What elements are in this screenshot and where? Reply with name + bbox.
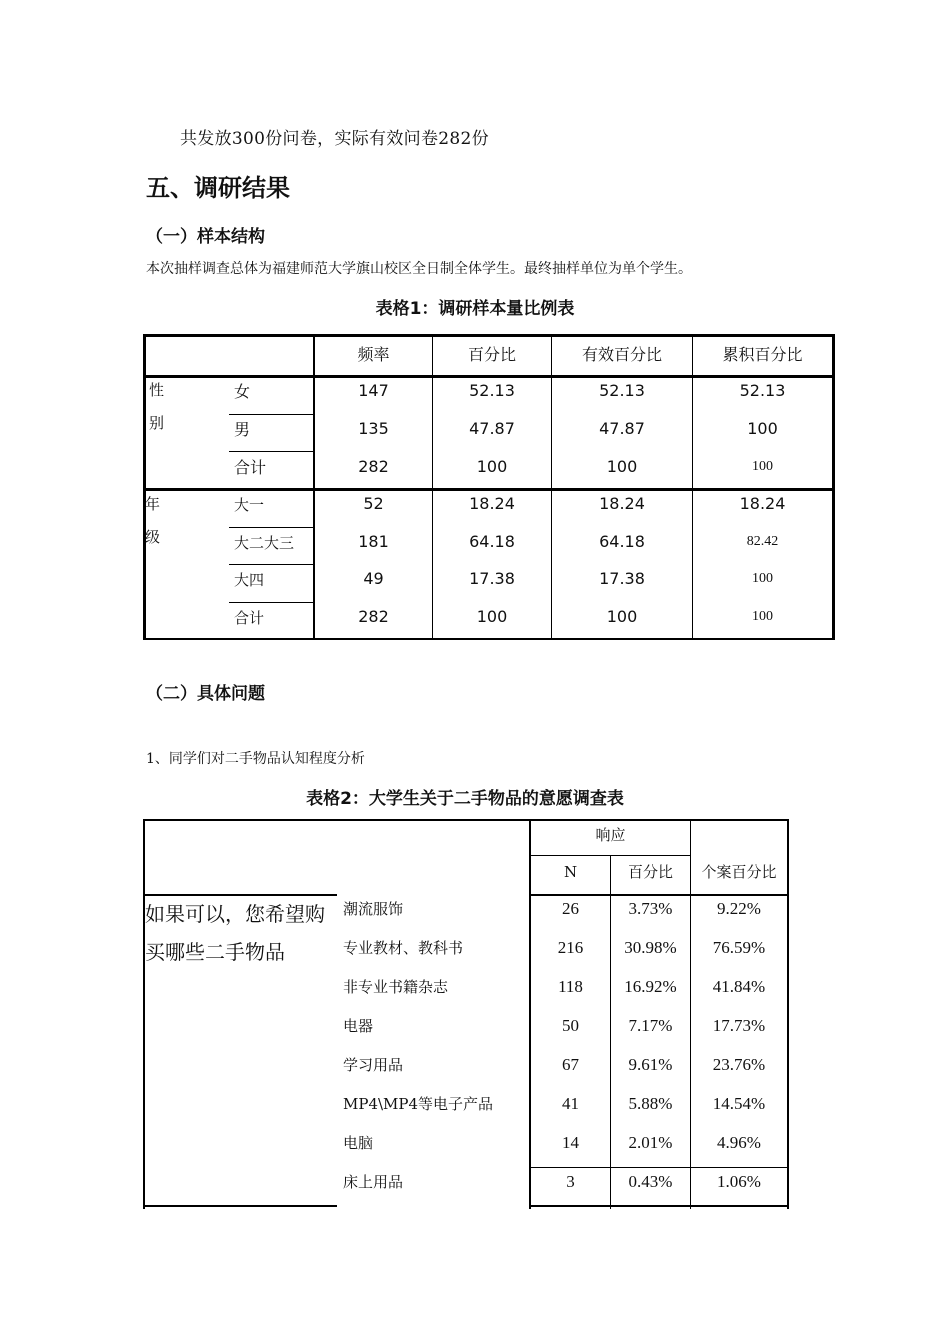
cell-percent: 100 bbox=[476, 607, 508, 626]
cell-case-percent: 1.06% bbox=[717, 1172, 761, 1191]
cell-percent: 3.73% bbox=[628, 899, 673, 918]
cell-cumulative-percent: 82.42 bbox=[746, 534, 779, 549]
row-label: 合计 bbox=[234, 458, 267, 477]
table-divider bbox=[692, 334, 693, 640]
cell-valid-percent: 17.38 bbox=[599, 569, 645, 588]
purchase-intention-table bbox=[143, 819, 789, 1209]
cell-n: 14 bbox=[562, 1133, 579, 1152]
row-label: 合计 bbox=[234, 609, 265, 627]
section-2-subtitle: 1、同学们对二手物品认知程度分析 bbox=[146, 751, 365, 767]
table-2-caption: 表格2：大学生关于二手物品的意愿调查表 bbox=[306, 789, 624, 809]
cell-frequency: 147 bbox=[358, 381, 389, 400]
cell-cumulative-percent: 100 bbox=[752, 571, 773, 586]
cell-percent: 7.17% bbox=[628, 1016, 673, 1035]
cell-frequency: 135 bbox=[358, 419, 389, 438]
cell-valid-percent: 100 bbox=[606, 607, 638, 626]
cell-cumulative-percent: 18.24 bbox=[739, 494, 786, 513]
header-response: 响应 bbox=[595, 826, 626, 844]
table-divider bbox=[143, 488, 835, 491]
cell-percent: 16.92% bbox=[624, 977, 677, 996]
cell-percent: 64.18 bbox=[469, 532, 515, 551]
intro-text: 共发放300份问卷，实际有效问卷282份 bbox=[180, 129, 489, 149]
cell-percent: 52.13 bbox=[469, 381, 515, 400]
table-border bbox=[529, 1205, 789, 1207]
cell-n: 118 bbox=[558, 977, 583, 996]
group-label-grade bbox=[145, 488, 160, 554]
table-border bbox=[143, 1205, 337, 1207]
table-border bbox=[143, 819, 145, 1209]
cell-percent: 47.87 bbox=[469, 419, 515, 438]
cell-n: 67 bbox=[562, 1055, 579, 1074]
header-n: N bbox=[563, 863, 578, 881]
cell-case-percent: 9.22% bbox=[717, 899, 761, 918]
cell-frequency: 181 bbox=[358, 532, 389, 551]
cell-frequency: 52 bbox=[363, 494, 384, 513]
header-valid-percent: 有效百分比 bbox=[581, 345, 662, 364]
cell-n: 50 bbox=[562, 1016, 579, 1035]
cell-percent: 18.24 bbox=[469, 494, 515, 513]
cell-case-percent: 14.54% bbox=[712, 1094, 766, 1113]
question-line: 如果可以，您希望购 bbox=[145, 902, 325, 926]
header-cumulative-percent: 累积百分比 bbox=[722, 345, 803, 364]
sample-structure-table bbox=[143, 334, 835, 640]
table-divider bbox=[529, 894, 789, 896]
row-divider bbox=[229, 451, 313, 452]
cell-percent: 2.01% bbox=[628, 1133, 673, 1152]
cell-valid-percent: 100 bbox=[606, 457, 638, 476]
cell-cumulative-percent: 100 bbox=[752, 459, 773, 474]
group-label-char: 年 bbox=[145, 495, 161, 513]
cell-percent: 100 bbox=[476, 457, 508, 476]
cell-percent: 30.98% bbox=[624, 938, 677, 957]
table-border bbox=[832, 334, 835, 640]
table-border bbox=[143, 819, 789, 821]
cell-valid-percent: 47.87 bbox=[599, 419, 645, 438]
table-border bbox=[143, 334, 146, 640]
section-2-title: （二）具体问题 bbox=[146, 684, 265, 704]
table-divider bbox=[313, 334, 315, 640]
table-border bbox=[143, 638, 835, 640]
row-divider bbox=[229, 602, 313, 603]
header-percent: 百分比 bbox=[627, 863, 673, 881]
row-divider bbox=[229, 527, 313, 528]
row-divider bbox=[229, 414, 313, 415]
question-label bbox=[145, 895, 325, 971]
cell-valid-percent: 18.24 bbox=[599, 494, 645, 513]
row-item-label: 电器 bbox=[343, 1017, 374, 1035]
cell-percent: 0.43% bbox=[628, 1172, 673, 1191]
cell-percent: 17.38 bbox=[469, 569, 515, 588]
cell-frequency: 49 bbox=[363, 569, 384, 588]
section-1-title: （一）样本结构 bbox=[146, 227, 265, 247]
header-percent: 百分比 bbox=[467, 345, 516, 364]
row-label: 男 bbox=[234, 420, 251, 439]
table-border bbox=[787, 819, 789, 1209]
cell-n: 216 bbox=[557, 938, 584, 957]
row-item-label: 学习用品 bbox=[343, 1056, 404, 1074]
cell-cumulative-percent: 52.13 bbox=[739, 381, 786, 400]
cell-case-percent: 4.96% bbox=[717, 1133, 761, 1152]
table-border bbox=[143, 334, 835, 337]
cell-frequency: 282 bbox=[358, 607, 389, 626]
cell-cumulative-percent: 100 bbox=[747, 419, 778, 438]
section-heading: 五、调研结果 bbox=[146, 174, 290, 202]
cell-valid-percent: 64.18 bbox=[599, 532, 645, 551]
cell-case-percent: 76.59% bbox=[712, 938, 766, 957]
row-item-label: 潮流服饰 bbox=[343, 900, 404, 918]
table-divider bbox=[551, 334, 552, 640]
row-divider bbox=[229, 564, 313, 565]
row-label: 大二大三 bbox=[234, 534, 295, 552]
cell-n: 41 bbox=[562, 1094, 579, 1113]
section-1-paragraph: 本次抽样调查总体为福建师范大学旗山校区全日制全体学生。最终抽样单位为单个学生。 bbox=[146, 261, 692, 277]
group-label-char: 性 bbox=[149, 381, 165, 399]
cell-case-percent: 23.76% bbox=[712, 1055, 766, 1074]
row-label: 女 bbox=[234, 382, 251, 401]
cell-valid-percent: 52.13 bbox=[599, 381, 645, 400]
group-label-gender bbox=[149, 374, 164, 440]
row-label: 大一 bbox=[234, 496, 265, 514]
table-divider bbox=[143, 375, 835, 378]
cell-n: 3 bbox=[566, 1172, 575, 1191]
row-item-label: 非专业书籍杂志 bbox=[343, 978, 449, 996]
cell-cumulative-percent: 100 bbox=[752, 609, 773, 624]
group-label-char: 别 bbox=[149, 414, 165, 432]
row-item-label: 电脑 bbox=[343, 1134, 374, 1152]
row-item-label: 床上用品 bbox=[343, 1173, 404, 1191]
cell-percent: 5.88% bbox=[628, 1094, 673, 1113]
question-line: 买哪些二手物品 bbox=[145, 940, 285, 964]
header-case-percent: 个案百分比 bbox=[701, 863, 777, 881]
row-item-label: 专业教材、教科书 bbox=[343, 939, 464, 957]
row-item-label: MP4\MP4等电子产品 bbox=[343, 1095, 494, 1113]
group-label-char: 级 bbox=[145, 528, 161, 546]
table-divider bbox=[529, 1167, 789, 1168]
table-1-caption: 表格1：调研样本量比例表 bbox=[375, 299, 575, 319]
cell-n: 26 bbox=[562, 899, 579, 918]
table-divider bbox=[432, 334, 433, 640]
cell-percent: 9.61% bbox=[628, 1055, 673, 1074]
header-frequency: 频率 bbox=[357, 345, 390, 364]
row-label: 大四 bbox=[234, 571, 265, 589]
cell-frequency: 282 bbox=[358, 457, 389, 476]
cell-case-percent: 17.73% bbox=[712, 1016, 766, 1035]
cell-case-percent: 41.84% bbox=[712, 977, 766, 996]
